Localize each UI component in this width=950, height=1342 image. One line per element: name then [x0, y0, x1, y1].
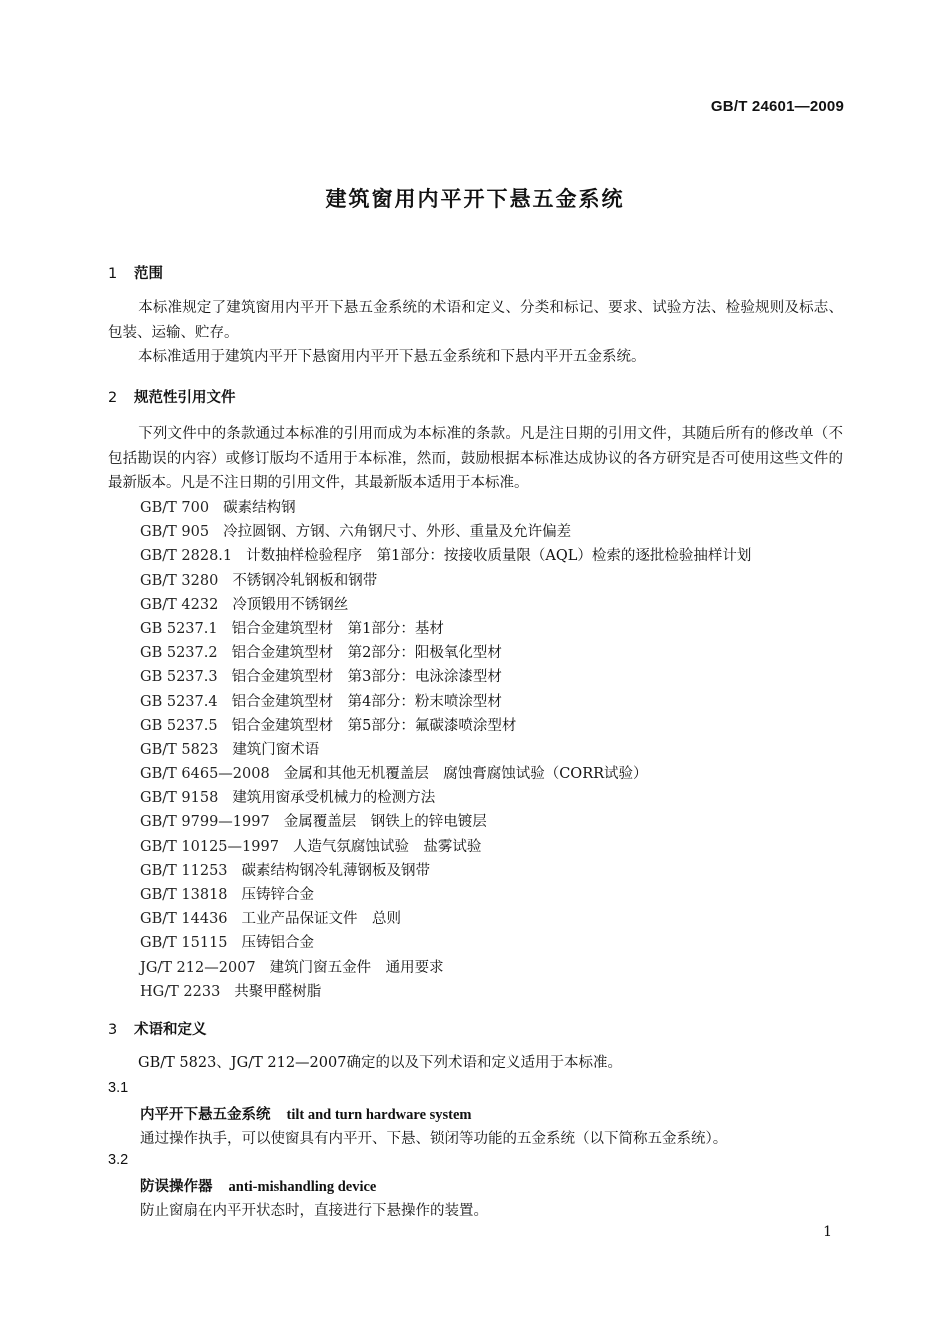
- clause-number: 3.1: [108, 1080, 129, 1096]
- section-number: 3: [108, 1022, 118, 1038]
- reference-code: GB 5237.1: [140, 620, 218, 637]
- reference-title: 建筑门窗五金件 通用要求: [269, 959, 444, 976]
- reference-code: GB/T 10125—1997: [140, 838, 279, 855]
- reference-code: GB/T 6465—2008: [140, 766, 270, 783]
- reference-title: 冷拉圆钢、方钢、六角钢尺寸、外形、重量及允许偏差: [223, 524, 572, 541]
- reference-code: GB/T 905: [140, 524, 210, 541]
- reference-item: [140, 907, 751, 931]
- reference-title: 建筑门窗术语: [232, 741, 320, 758]
- reference-item: [140, 544, 751, 568]
- reference-code: GB/T 9158: [140, 790, 219, 807]
- reference-title: 铝合金建筑型材 第4部分：粉末喷涂型材: [231, 693, 502, 710]
- reference-item: [140, 496, 751, 520]
- section-1-heading: [108, 262, 163, 283]
- reference-title: 建筑用窗承受机械力的检测方法: [232, 790, 436, 807]
- term-cn: 防误操作器: [140, 1179, 213, 1195]
- reference-title: 工业产品保证文件 总则: [241, 911, 402, 928]
- section-title: 术语和定义: [134, 1022, 207, 1038]
- reference-title: 压铸铝合金: [241, 935, 315, 952]
- reference-title: 共聚甲醛树脂: [234, 983, 322, 1000]
- reference-code: GB/T 3280: [140, 572, 219, 589]
- reference-item: [140, 835, 751, 859]
- reference-code: GB/T 15115: [140, 935, 228, 952]
- reference-item: [140, 690, 751, 714]
- reference-title: 铝合金建筑型材 第2部分：阳极氧化型材: [231, 645, 502, 662]
- reference-title: 冷顶锻用不锈钢丝: [232, 596, 349, 613]
- reference-title: 碳素结构钢: [223, 500, 296, 516]
- reference-item: [140, 665, 751, 689]
- section-number: 1: [108, 266, 118, 282]
- reference-item: [140, 956, 751, 980]
- reference-code: GB 5237.4: [140, 693, 218, 710]
- term-heading: [140, 1175, 376, 1196]
- reference-item: [140, 980, 751, 1004]
- reference-item: [140, 714, 751, 738]
- section-title: 范围: [134, 266, 163, 282]
- reference-item: [140, 569, 751, 593]
- reference-title: 铝合金建筑型材 第1部分：基材: [231, 620, 444, 637]
- section-3-intro: GB/T 5823、JG/T 212—2007确定的以及下列术语和定义适用于本标准。: [138, 1055, 622, 1071]
- reference-code: GB 5237.3: [140, 669, 218, 686]
- section-title: 规范性引用文件: [134, 390, 236, 406]
- reference-item: [140, 593, 751, 617]
- reference-item: [140, 617, 751, 641]
- normative-references-list: [140, 496, 751, 1004]
- reference-title: 压铸锌合金: [241, 887, 315, 903]
- reference-item: [140, 859, 751, 883]
- reference-code: GB/T 2828.1: [140, 548, 233, 565]
- term-definition: 通过操作执手，可以使窗具有内平开、下悬、锁闭等功能的五金系统（以下简称五金系统）。: [140, 1131, 728, 1147]
- reference-code: GB/T 5823: [140, 741, 219, 758]
- section-2-intro: 下列文件中的条款通过本标准的引用而成为本标准的条款。凡是注日期的引用文件，其随后所有的修改单（不包括勘误的内容）或修订版均不适用于本标准，然而，鼓励根据本标准达成协议的各方研究是否可使用这些文件的最新版本。凡是不注日期的引用文件，其最新版本适用于本标准。: [108, 426, 843, 491]
- reference-title: 铝合金建筑型材 第3部分：电泳涂漆型材: [231, 669, 502, 686]
- reference-item: [140, 641, 751, 665]
- section-1-para-2: 本标准适用于建筑内平开下悬窗用内平开下悬五金系统和下悬内平开五金系统。: [138, 349, 646, 365]
- reference-item: [140, 786, 751, 810]
- section-2-heading: [108, 386, 236, 407]
- clause-number: 3.2: [108, 1152, 129, 1168]
- reference-item: [140, 738, 751, 762]
- page-number: 1: [823, 1224, 832, 1240]
- term-en: anti-mishandling device: [228, 1179, 377, 1195]
- reference-code: GB/T 14436: [140, 911, 228, 928]
- term-en: tilt and turn hardware system: [286, 1107, 472, 1123]
- reference-code: HG/T 2233: [140, 983, 221, 1000]
- reference-code: GB/T 13818: [140, 887, 228, 903]
- term-definition: 防止窗扇在内平开状态时，直接进行下悬操作的装置。: [140, 1203, 488, 1219]
- reference-code: GB 5237.5: [140, 717, 218, 734]
- standard-code: GB/T 24601—2009: [710, 98, 844, 115]
- section-1-para-1: 本标准规定了建筑窗用内平开下悬五金系统的术语和定义、分类和标记、要求、试验方法、检验规则及标志、包装、运输、贮存。: [108, 300, 843, 341]
- document-title: 建筑窗用内平开下悬五金系统: [325, 187, 625, 211]
- reference-code: GB 5237.2: [140, 645, 218, 662]
- reference-item: [140, 762, 751, 786]
- reference-title: 不锈钢冷轧钢板和钢带: [232, 572, 378, 589]
- reference-code: GB/T 9799—1997: [140, 814, 270, 831]
- term-cn: 内平开下悬五金系统: [140, 1107, 271, 1123]
- reference-title: 铝合金建筑型材 第5部分：氟碳漆喷涂型材: [231, 717, 517, 734]
- reference-item: [140, 883, 751, 907]
- reference-item: [140, 810, 751, 834]
- reference-title: 金属覆盖层 钢铁上的锌电镀层: [283, 814, 487, 831]
- term-heading: [140, 1103, 472, 1124]
- reference-title: 计数抽样检验程序 第1部分：按接收质量限（AQL）检索的逐批检验抽样计划: [246, 548, 752, 565]
- reference-title: 人造气氛腐蚀试验 盐雾试验: [292, 838, 482, 855]
- reference-item: [140, 520, 751, 544]
- section-3-heading: [108, 1018, 207, 1039]
- reference-code: GB/T 11253: [140, 862, 228, 879]
- reference-code: GB/T 700: [140, 500, 210, 516]
- reference-title: 碳素结构钢冷轧薄钢板及钢带: [241, 862, 431, 879]
- reference-title: 金属和其他无机覆盖层 腐蚀膏腐蚀试验（CORR试验）: [283, 766, 648, 783]
- reference-code: GB/T 4232: [140, 596, 219, 613]
- reference-code: JG/T 212—2007: [140, 959, 256, 976]
- section-number: 2: [108, 390, 118, 406]
- reference-item: [140, 931, 751, 955]
